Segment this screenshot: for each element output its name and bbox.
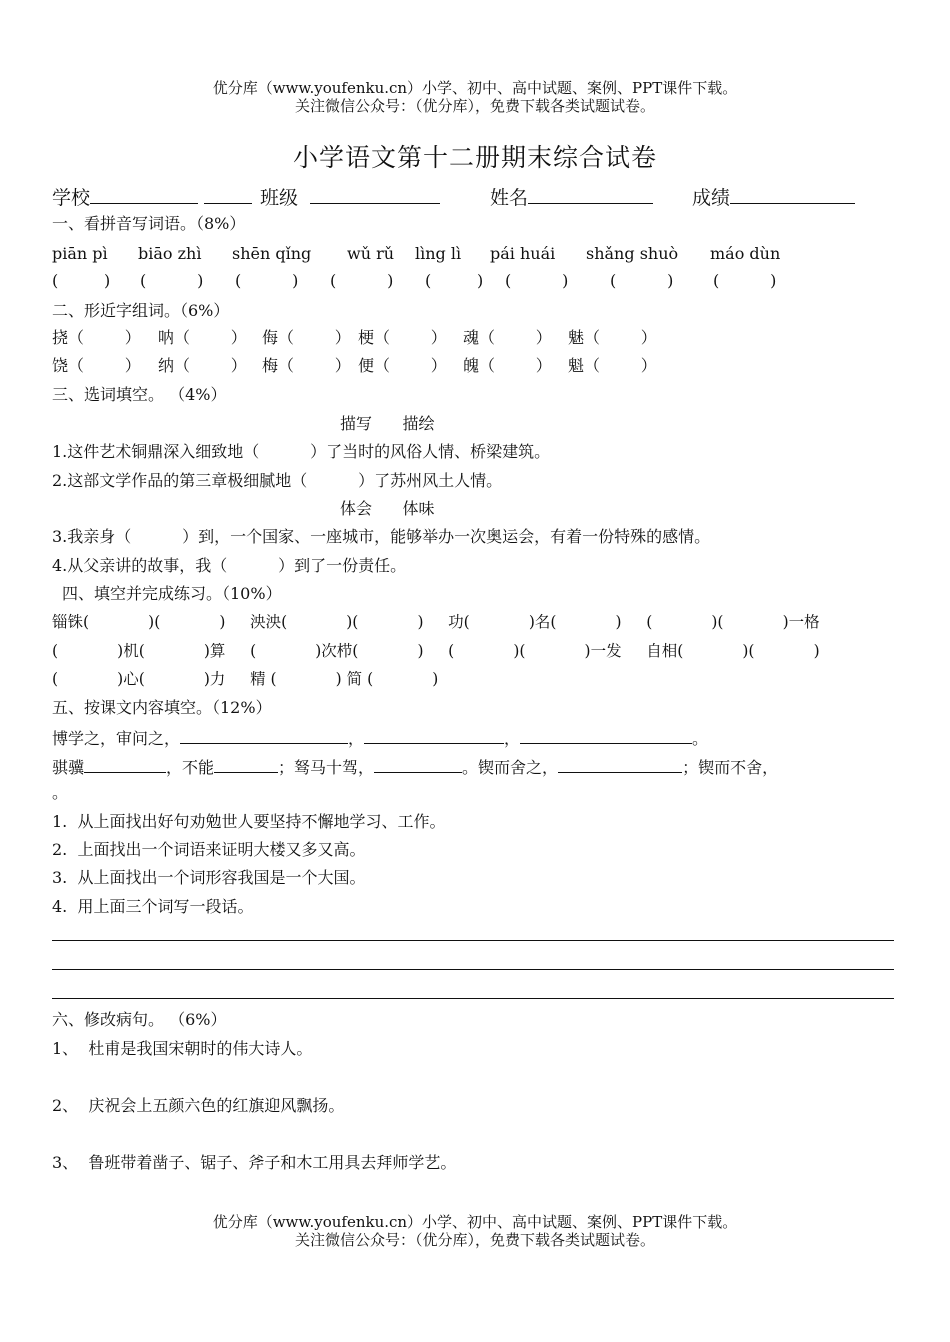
footer-line-1: 优分库（www.youfenku.cn）小学、初中、高中试题、案例、PPT课件下载。	[212, 1213, 738, 1231]
char-10[interactable]: 便（ ）	[358, 356, 447, 375]
recite-text: 。	[692, 729, 709, 748]
char-6[interactable]: 魅（ ）	[568, 328, 657, 347]
pinyin-7: shǎng shuò	[586, 244, 679, 263]
pinyin-blank-5[interactable]: ( )	[425, 271, 484, 290]
pinyin-blank-8[interactable]: ( )	[713, 271, 777, 290]
char-8[interactable]: 纳（ ）	[158, 356, 247, 375]
class-label: 班级	[260, 187, 299, 209]
idiom-row-2: ( )机( )算 ( )次栉( ) ( )( )一发 自相( )( )	[52, 642, 820, 660]
idiom-row-1: 锱铢( )( ) 泱泱( )( ) 功( )名( ) ( )( )一格	[52, 613, 820, 631]
s2-heading: 二、形近字组词。（6%）	[52, 301, 230, 320]
char-4[interactable]: 梗（ ）	[358, 328, 447, 347]
s6-question-1: 1、 杜甫是我国宋朝时的伟大诗人。	[52, 1039, 313, 1058]
s5-question-3: 3. 从上面找出一个词形容我国是一个大国。	[52, 868, 366, 887]
pinyin-4: wǔ rǔ	[347, 244, 395, 263]
char-12[interactable]: 魁（ ）	[568, 356, 657, 375]
school-label: 学校	[52, 187, 91, 209]
pinyin-2: biāo zhì	[138, 244, 202, 263]
s6-question-2: 2、 庆祝会上五颜六色的红旗迎风飘扬。	[52, 1096, 345, 1115]
char-3[interactable]: 侮（ ）	[262, 328, 351, 347]
s3-question-2: 2.这部文学作品的第三章极细腻地（ ）了苏州风土人情。	[52, 471, 503, 490]
s6-question-3: 3、 鲁班带着凿子、锯子、斧子和木工用具去拜师学艺。	[52, 1153, 457, 1172]
char-11[interactable]: 魄（ ）	[463, 356, 552, 375]
word-choice-1: 描写 描绘	[340, 414, 435, 433]
footer-line-2: 关注微信公众号：（优分库），免费下载各类试题试卷。	[294, 1231, 655, 1249]
recite-text: ；驽马十驾，	[278, 758, 375, 777]
page-title: 小学语文第十二册期末综合试卷	[292, 143, 657, 172]
char-5[interactable]: 魂（ ）	[463, 328, 552, 347]
s5-question-4: 4. 用上面三个词写一段话。	[52, 897, 254, 916]
pinyin-blank-2[interactable]: ( )	[140, 271, 204, 290]
s3-question-1: 1.这件艺术铜鼎深入细致地（ ）了当时的风俗人情、桥梁建筑。	[52, 442, 551, 461]
school-blank[interactable]	[90, 185, 198, 204]
pinyin-1: piān pì	[52, 244, 108, 263]
recite-blank-5[interactable]	[214, 754, 278, 773]
char-2[interactable]: 呐（ ）	[158, 328, 247, 347]
pinyin-8: máo dùn	[710, 244, 781, 263]
s1-heading: 一、看拼音写词语。（8%）	[52, 214, 246, 233]
pinyin-6: pái huái	[490, 244, 556, 263]
class-field	[260, 183, 440, 210]
char-7[interactable]: 饶（ ）	[52, 356, 141, 375]
recite-text: 骐骥	[52, 758, 85, 777]
header-line-2: 关注微信公众号：（优分库），免费下载各类试题试卷。	[294, 97, 655, 115]
pinyin-5: lìng lì	[415, 244, 462, 263]
s5-question-2: 2. 上面找出一个词语来证明大楼又多又高。	[52, 840, 366, 859]
s6-heading: 六、修改病句。 （6%）	[52, 1010, 227, 1029]
char-9[interactable]: 梅（ ）	[262, 356, 351, 375]
name-blank[interactable]	[528, 185, 653, 204]
score-field	[692, 183, 855, 210]
score-label: 成绩	[692, 187, 731, 209]
school-field	[52, 183, 252, 210]
recite-blank-3[interactable]	[520, 725, 692, 744]
recite-line-1	[52, 725, 708, 750]
s3-heading: 三、选词填空。 （4%）	[52, 385, 227, 404]
pinyin-blank-4[interactable]: ( )	[330, 271, 394, 290]
pinyin-blank-3[interactable]: ( )	[235, 271, 299, 290]
recite-blank-4[interactable]	[84, 754, 166, 773]
header-line-1: 优分库（www.youfenku.cn）小学、初中、高中试题、案例、PPT课件下载。	[212, 79, 738, 97]
writing-line-2[interactable]	[52, 969, 894, 970]
pinyin-blank-1[interactable]: ( )	[52, 271, 111, 290]
recite-text: ，	[348, 729, 365, 748]
pinyin-3: shēn qǐng	[232, 244, 312, 263]
recite-blank-2[interactable]	[364, 725, 504, 744]
recite-text: 博学之，审问之，	[52, 729, 181, 748]
word-choice-2: 体会 体味	[340, 499, 435, 518]
recite-line-3: 。	[52, 783, 69, 802]
name-field	[490, 183, 653, 210]
writing-line-3[interactable]	[52, 998, 894, 999]
idiom-row-3: ( )心( )力 精 ( ) 简 ( )	[52, 670, 439, 688]
recite-text: 。锲而舍之，	[462, 758, 559, 777]
s5-question-1: 1. 从上面找出好句劝勉世人要坚持不懈地学习、工作。	[52, 812, 446, 831]
writing-line-1[interactable]	[52, 940, 894, 941]
recite-text: ；锲而不舍，	[682, 758, 779, 777]
s3-question-3: 3.我亲身（ ）到，一个国家、一座城市，能够举办一次奥运会，有着一份特殊的感情。	[52, 527, 711, 546]
recite-blank-7[interactable]	[558, 754, 682, 773]
score-blank[interactable]	[730, 185, 855, 204]
recite-blank-6[interactable]	[374, 754, 462, 773]
class-blank[interactable]	[310, 185, 440, 204]
pinyin-blank-6[interactable]: ( )	[505, 271, 569, 290]
s4-heading: 四、填空并完成练习。（10%）	[62, 584, 282, 603]
pinyin-blank-7[interactable]: ( )	[610, 271, 674, 290]
s3-question-4: 4.从父亲讲的故事，我（ ）到了一份责任。	[52, 556, 407, 575]
recite-text: ，	[504, 729, 521, 748]
recite-blank-1[interactable]	[180, 725, 348, 744]
name-label: 姓名	[490, 187, 529, 209]
school-blank-2[interactable]	[204, 185, 252, 204]
recite-line-2	[52, 754, 778, 779]
char-1[interactable]: 挠（ ）	[52, 328, 141, 347]
recite-text: ，不能	[166, 758, 215, 777]
s5-heading: 五、按课文内容填空。（12%）	[52, 698, 272, 717]
